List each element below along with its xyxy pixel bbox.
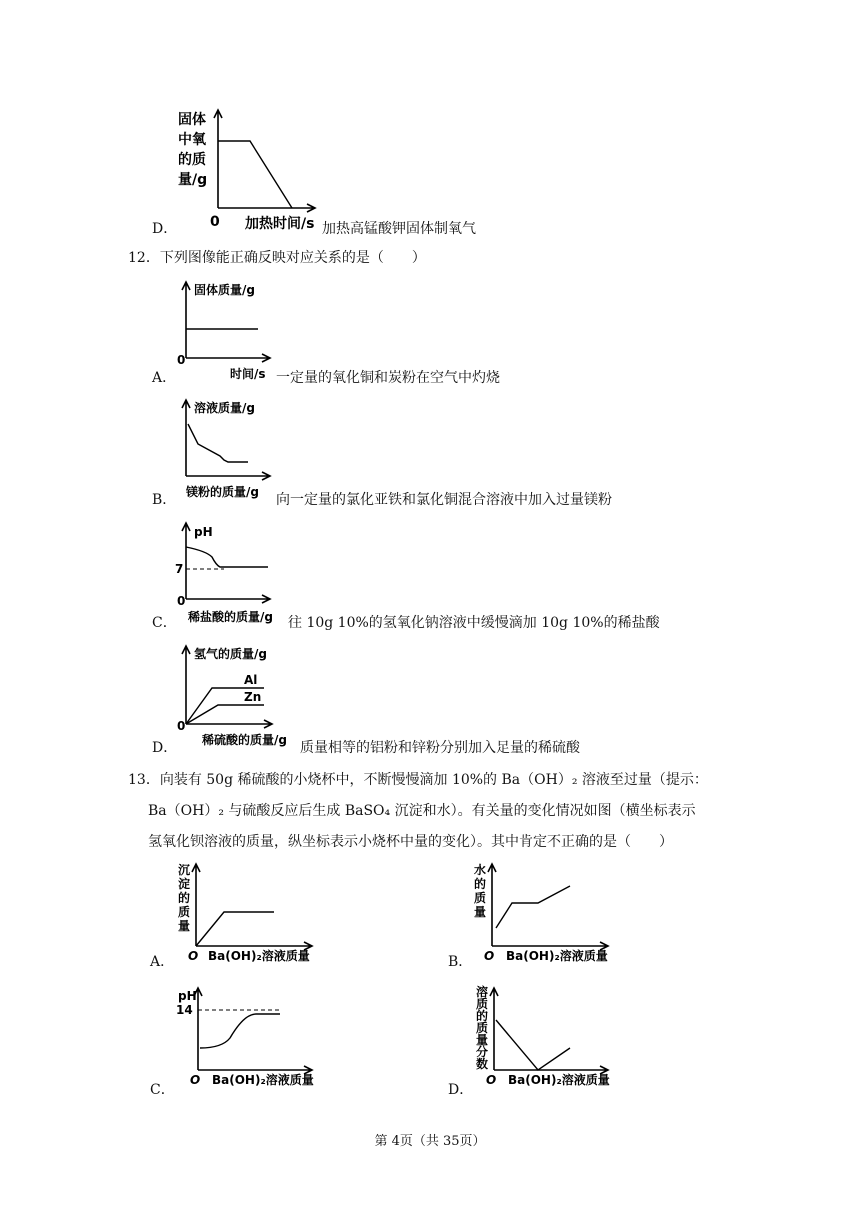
q12-option-a-graph <box>172 276 282 386</box>
q13a-y-char-4: 质 <box>178 905 191 919</box>
q13b-y-char-1: 水 <box>474 863 487 877</box>
q13d-y-char-7: 数 <box>476 1057 489 1071</box>
q12a-x-label: 时间/s <box>230 367 266 381</box>
q13c-x-label: Ba(OH)₂溶液质量 <box>212 1073 314 1087</box>
q13-stem <box>128 765 708 858</box>
q13-option-a-graph <box>170 858 320 968</box>
q12d-series-label-zn: Zn <box>244 690 262 704</box>
q11-y-axis <box>214 110 222 208</box>
q12-option-d-label: D． <box>152 740 178 756</box>
q12a-x-axis <box>186 354 270 362</box>
q13-option-d-label: D． <box>448 1082 474 1098</box>
q12c-origin: 0 <box>177 594 186 608</box>
q13b-y-char-2: 的 <box>474 877 487 891</box>
q13d-curve <box>496 1020 570 1070</box>
q13c-y-label: pH <box>178 989 197 1003</box>
q13d-y-char-2: 质 <box>476 997 489 1011</box>
q12-option-b-label: B． <box>152 492 177 508</box>
q13b-origin: O <box>484 949 495 963</box>
q12a-y-label: 固体质量/g <box>194 283 255 297</box>
q12-option-d-caption: 质量相等的铝粉和锌粉分别加入足量的稀硫酸 <box>300 740 580 756</box>
q12-option-a-label: A． <box>152 370 177 386</box>
q12-option-d-graph <box>172 640 302 750</box>
q12c-tick-7: 7 <box>175 562 184 576</box>
q12c-x-label: 稀盐酸的质量/g <box>188 610 273 624</box>
q12b-y-axis <box>182 400 190 476</box>
q11-option-d-graph <box>170 104 340 234</box>
q13d-y-char-1: 溶 <box>476 985 489 999</box>
q13b-x-label: Ba(OH)₂溶液质量 <box>506 949 608 963</box>
q11-x-axis <box>218 204 315 212</box>
q12-option-c-caption: 往 10g 10%的氢氧化钠溶液中缓慢滴加 10g 10%的稀盐酸 <box>288 615 660 631</box>
q13b-y-char-3: 质 <box>474 891 487 905</box>
q13d-y-char-4: 质 <box>476 1021 489 1035</box>
q13c-curve <box>200 1014 280 1048</box>
q13-option-b-graph <box>466 858 616 968</box>
q12-option-a-caption: 一定量的氧化铜和炭粉在空气中灼烧 <box>276 370 500 386</box>
q13-option-c-label: C． <box>150 1082 175 1098</box>
page-footer: 第 4页（共 35页） <box>374 1134 486 1149</box>
q13b-y-axis <box>488 864 496 946</box>
q13d-y-char-3: 的 <box>476 1009 489 1023</box>
q13c-tick-14: 14 <box>176 1003 193 1017</box>
q12d-x-label: 稀硫酸的质量/g <box>202 733 287 747</box>
q13b-y-char-4: 量 <box>474 905 487 919</box>
q11-x-label: 加热时间/s <box>245 216 315 232</box>
q13a-curve <box>196 912 274 946</box>
q13a-y-char-2: 淀 <box>178 877 191 891</box>
q12b-x-axis <box>186 472 270 480</box>
q12d-y-axis <box>182 646 190 724</box>
q13-option-c-graph <box>170 982 320 1094</box>
q13a-y-char-3: 的 <box>178 891 191 905</box>
q13-stem-line-2: Ba（OH）₂ 与硫酸反应后生成 BaSO₄ 沉淀和水）。有关量的变化情况如图（横坐标表示 <box>148 803 696 819</box>
q12b-curve <box>188 424 248 462</box>
q11-y-label-line-4: 量/g <box>178 172 208 188</box>
q11-y-label-line-2: 中氧 <box>178 132 206 148</box>
q11-option-d-caption: 加热高锰酸钾固体制氧气 <box>322 221 476 237</box>
q13d-y-char-5: 量 <box>476 1033 489 1047</box>
q13a-x-label: Ba(OH)₂溶液质量 <box>208 949 310 963</box>
q12c-x-axis <box>186 595 270 603</box>
q12b-x-label: 镁粉的质量/g <box>186 485 259 499</box>
q13d-origin: O <box>486 1073 497 1087</box>
q12d-series-label-al: Al <box>244 673 258 687</box>
q13a-y-char-1: 沉 <box>178 863 191 877</box>
q12a-origin: 0 <box>177 353 186 367</box>
q13-stem-line-1: 13．向装有 50g 稀硫酸的小烧杯中，不断慢慢滴加 10%的 Ba（OH）₂ 溶液至过量（提示： <box>128 772 708 788</box>
q12c-curve <box>186 547 268 567</box>
q12-option-c-graph <box>172 517 282 627</box>
q13-option-b-label: B． <box>448 954 473 970</box>
q13a-y-char-5: 量 <box>178 919 191 933</box>
q11-curve <box>218 141 292 208</box>
q12c-y-label: pH <box>194 525 213 539</box>
q12-stem: 12．下列图像能正确反映对应关系的是（ ） <box>128 250 426 266</box>
q12-option-b-caption: 向一定量的氯化亚铁和氯化铜混合溶液中加入过量镁粉 <box>276 492 612 508</box>
q13-option-d-graph <box>466 982 616 1094</box>
q13-stem-line-3: 氢氧化钡溶液的质量，纵坐标表示小烧杯中量的变化）。其中肯定不正确的是（ ） <box>148 834 673 850</box>
q12-option-b-graph <box>172 394 282 504</box>
q11-origin: 0 <box>210 214 220 230</box>
q12d-x-axis <box>186 720 272 728</box>
q12c-y-axis <box>182 523 190 599</box>
q13d-x-label: Ba(OH)₂溶液质量 <box>508 1073 610 1087</box>
q13d-y-axis <box>490 988 498 1070</box>
q12d-y-label: 氢气的质量/g <box>194 647 267 661</box>
q13d-y-char-6: 分 <box>476 1045 489 1059</box>
q13c-origin: O <box>190 1073 201 1087</box>
q13-option-a-label: A． <box>150 954 175 970</box>
q12d-origin: 0 <box>177 719 186 733</box>
q13a-origin: O <box>188 949 199 963</box>
q13a-y-axis <box>192 864 200 946</box>
q11-y-label-line-1: 固体 <box>178 112 206 128</box>
q12b-y-label: 溶液质量/g <box>194 401 255 415</box>
q12-option-c-label: C． <box>152 615 177 631</box>
q11-y-label-line-3: 的质 <box>178 152 206 168</box>
q13b-curve <box>496 886 570 928</box>
q11-option-d-label: D． <box>152 221 178 237</box>
q12a-y-axis <box>182 282 190 358</box>
